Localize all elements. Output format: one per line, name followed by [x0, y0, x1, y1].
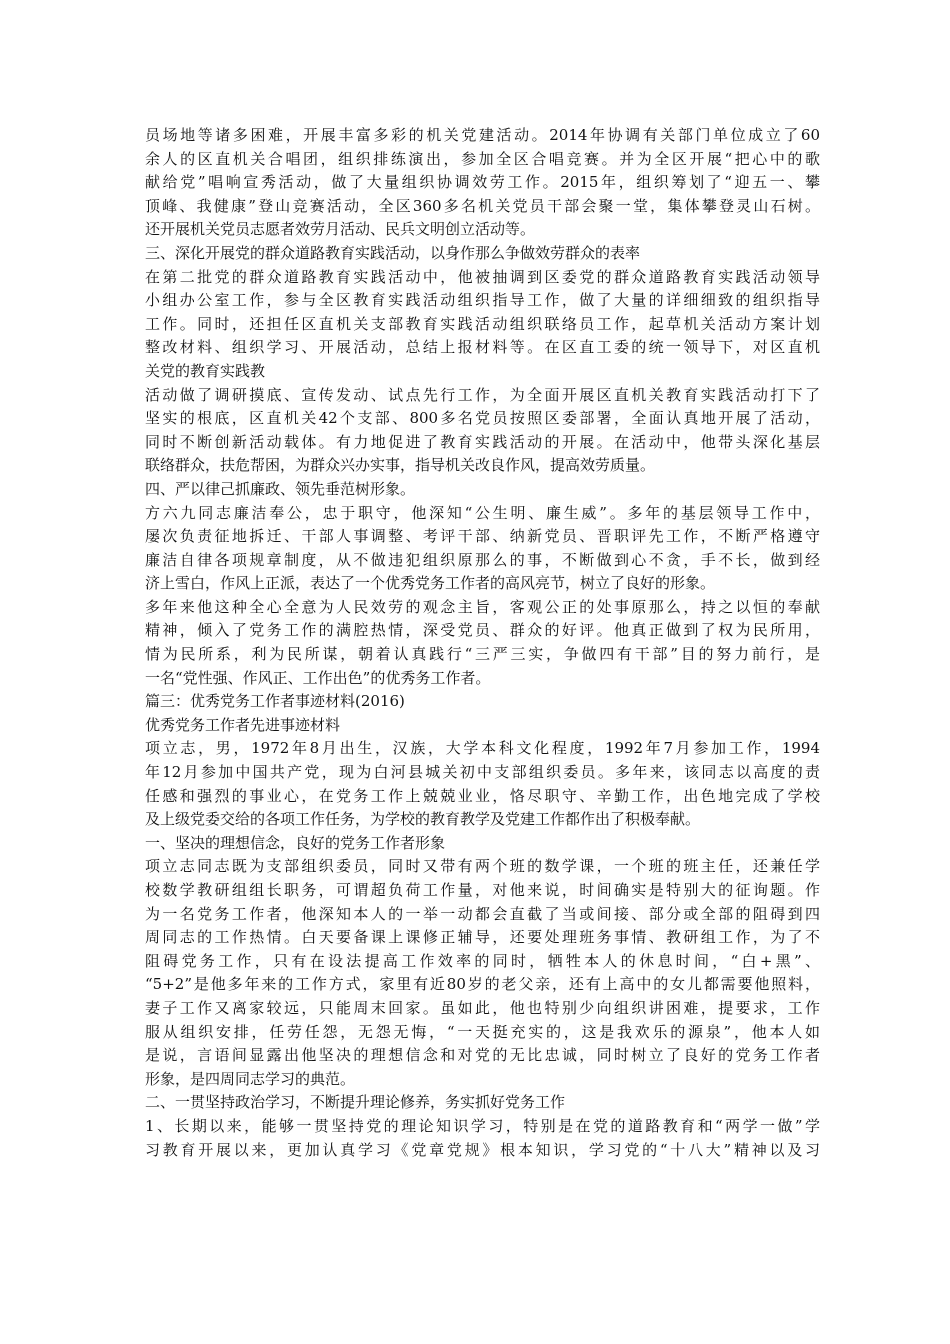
text-line: 一名“党性强、作风正、工作出色”的优秀务工作者。: [145, 668, 491, 687]
text-line: 关党的教育实践教: [145, 361, 266, 380]
text-line: 妻子工作又离家较远，只能周末回家。虽如此，他也特别少向组织讲困难，提要求，工作: [145, 998, 820, 1017]
text-line: 是说，言语间显露出他坚决的理想信念和对党的无比忠诚，同时树立了良好的党务工作者: [145, 1046, 820, 1065]
text-line: 方六九同志廉洁奉公，忠于职守，他深知“公生明、廉生威”。多年的基层领导工作中，: [145, 503, 820, 522]
text-line: 廉洁自律各项规章制度，从不做违犯组织原那么的事，不断做到心不贪，手不长，做到经: [145, 550, 820, 569]
text-line: 联络群众，扶危帮困，为群众兴办实事，指导机关改良作风，提高效劳质量。: [145, 456, 656, 475]
text-line: 余人的区直机关合唱团，组织排练演出，参加全区合唱竞赛。并为全区开展“把心中的歌: [145, 149, 820, 168]
text-line: 献给党”唱响宣秀活动，做了大量组织协调效劳工作。2015年，组织筹划了“迎五一、攀: [145, 173, 820, 192]
text-line: 情为民所系，利为民所谋，朝着认真践行“三严三实，争做四有干部”目的努力前行，是: [145, 645, 820, 664]
text-line: 坚实的根底，区直机关42个支部、800多名党员按照区委部署，全面认真地开展了活动，: [145, 409, 820, 428]
text-line: 项立志，男，1972年8月出生，汉族，大学本科文化程度，1992年7月参加工作，1994: [145, 739, 820, 758]
text-line: 篇三：优秀党务工作者事迹材料(2016): [145, 692, 405, 711]
text-line: 屡次负责征地拆迁、干部人事调整、考评干部、纳新党员、晋职评先工作，不断严格遵守: [145, 527, 820, 546]
text-line: 整改材料、组织学习、开展活动，总结上报材料等。在区直工委的统一领导下，对区直机: [145, 338, 820, 357]
text-line: 济上雪白，作风上正派，表达了一个优秀党务工作者的高风亮节，树立了良好的形象。: [145, 574, 716, 593]
text-line: 四、严以律己抓廉政、领先垂范树形象。: [145, 479, 416, 498]
text-line: 二、一贯坚持政治学习，不断提升理论修养，务实抓好党务工作: [145, 1093, 566, 1112]
text-line: 在第二批党的群众道路教育实践活动中，他被抽调到区委党的群众道路教育实践活动领导: [145, 267, 820, 286]
text-line: 一、坚决的理想信念，良好的党务工作者形象: [145, 833, 446, 852]
text-line: 任感和强烈的事业心，在党务工作上兢兢业业，恪尽职守、辛勤工作，出色地完成了学校: [145, 786, 820, 805]
text-line: 阻碍党务工作，只有在设法提高工作效率的同时，牺牲本人的休息时间，“白+黑”、: [145, 951, 820, 970]
text-line: 年12月参加中国共产党，现为白河县城关初中支部组织委员。多年来，该同志以高度的责: [145, 763, 820, 782]
text-line: 形象，是四周同志学习的典范。: [145, 1069, 356, 1088]
text-line: 顶峰、我健康”登山竞赛活动，全区360多名机关党员干部会聚一堂，集体攀登灵山石树。: [145, 196, 820, 215]
text-line: 工作。同时，还担任区直机关支部教育实践活动组织联络员工作，起草机关活动方案计划: [145, 314, 820, 333]
text-line: 还开展机关党员志愿者效劳月活动、民兵文明创立活动等。: [145, 220, 536, 239]
text-line: 服从组织安排，任劳任怨，无怨无悔，“一天挺充实的，这是我欢乐的源泉”，他本人如: [145, 1022, 820, 1041]
text-line: 1、长期以来，能够一贯坚持党的理论知识学习，特别是在党的道路教育和“两学一做”学: [145, 1116, 820, 1135]
text-line: 项立志同志既为支部组织委员，同时又带有两个班的数学课，一个班的班主任，还兼任学: [145, 857, 820, 876]
text-line: 三、深化开展党的群众道路教育实践活动，以身作那么争做效劳群众的表率: [145, 243, 641, 262]
text-line: 优秀党务工作者先进事迹材料: [145, 715, 341, 734]
text-line: 精神，倾入了党务工作的满腔热情，深受党员、群众的好评。他真正做到了权为民所用，: [145, 621, 820, 640]
text-line: 及上级党委交给的各项工作任务，为学校的教育教学及党建工作都作出了积极奉献。: [145, 810, 701, 829]
document-body: [145, 124, 820, 1162]
text-line: “5+2”是他多年来的工作方式，家里有近80岁的老父亲，还有上高中的女儿都需要他照料，: [145, 975, 820, 994]
text-line: 校数学教研组组长职务，可谓超负荷工作量，对他来说，时间确实是特别大的征询题。作: [145, 881, 820, 899]
text-line: 同时不断创新活动载体。有力地促进了教育实践活动的开展。在活动中，他带头深化基层: [145, 432, 820, 451]
text-line: 习教育开展以来，更加认真学习《党章党规》根本知识，学习党的“十八大”精神以及习: [145, 1140, 820, 1159]
text-line: 周同志的工作热情。白天要备课上课修正辅导，还要处理班务事情、教研组工作，为了不: [145, 928, 820, 947]
text-line: 活动做了调研摸底、宣传发动、试点先行工作，为全面开展区直机关教育实践活动打下了: [145, 385, 820, 404]
text-line: 为一名党务工作者，他深知本人的一举一动都会直截了当或间接、部分或全部的阻碍到四: [145, 904, 820, 923]
text-line: 多年来他这种全心全意为人民效劳的观念主旨，客观公正的处事原那么，持之以恒的奉献: [145, 597, 820, 616]
text-line: 员场地等诸多困难，开展丰富多彩的机关党建活动。2014年协调有关部门单位成立了60: [145, 126, 820, 144]
text-line: 小组办公室工作，参与全区教育实践活动组织指导工作，做了大量的详细细致的组织指导: [145, 291, 820, 310]
